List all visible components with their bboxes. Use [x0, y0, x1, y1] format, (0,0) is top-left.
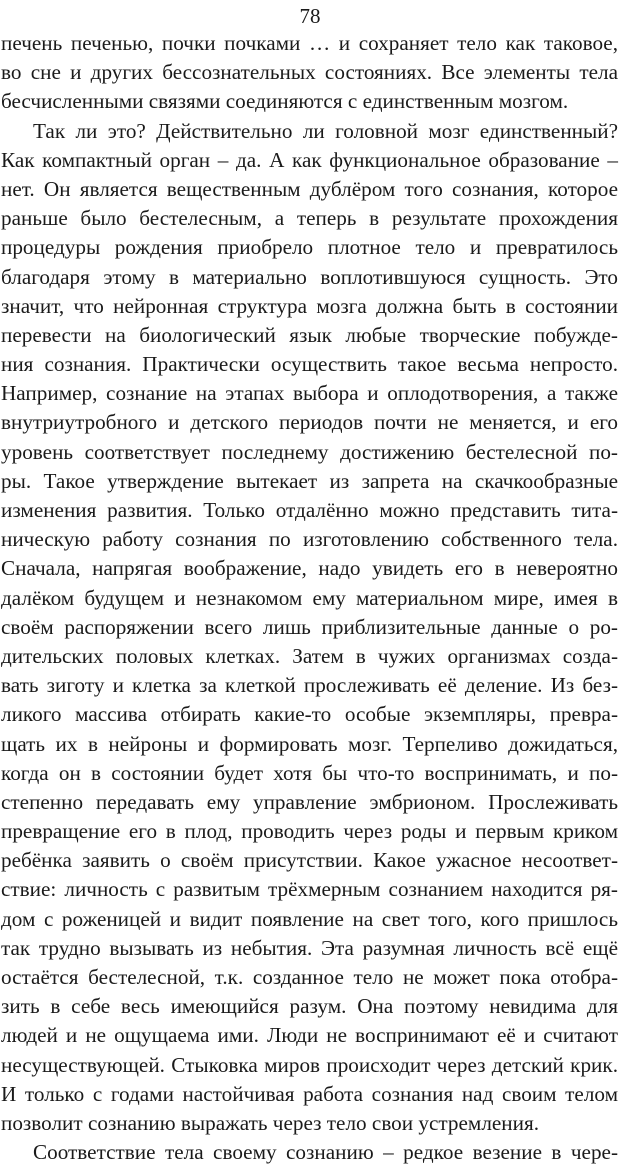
- text-line: людей и не ощущаема ими. Люди не воспринимают её и считают: [1, 1023, 618, 1048]
- text-line: Соответствие тела своему сознанию – редкое везение в чере-: [33, 1140, 618, 1165]
- text-line: Например, сознание на этапах выбора и оплодотворения, а также: [1, 381, 618, 406]
- text-line: степенно передавать ему управление эмбрионом. Прослеживать: [1, 789, 618, 814]
- text-line: печень печенью, почки почками … и сохраняет тело как таковое,: [1, 31, 618, 55]
- text-line: Сначала, напрягая воображение, надо увидеть его в невероятно: [1, 556, 618, 581]
- page-number: 78: [299, 4, 321, 28]
- text-line: Как компактный орган – да. А как функциональное образование –: [1, 147, 618, 172]
- text-line: внутриутробного и детского периодов почти не меняется, и его: [1, 410, 618, 435]
- text-line: благодаря этому в материально воплотившуюся сущность. Это: [1, 264, 618, 289]
- text-line: своём распоряжении всего лишь приблизительные данные о ро-: [1, 614, 618, 639]
- text-line: изменения развития. Только отдалённо можно представить тита-: [1, 498, 618, 522]
- text-line: вать зиготу и клетка за клеткой прослеживать её деление. Из без-: [1, 673, 618, 698]
- text-line: нет. Он является вещественным дублёром того сознания, которое: [1, 176, 618, 201]
- text-line: когда он в состоянии будет хотя бы что-то воспринимать, и по-: [1, 760, 618, 785]
- text-line: позволит сознанию выражать через тело свои устремления.: [1, 1110, 540, 1135]
- text-line: остаётся бестелесной, т.к. созданное тело не может пока отобра-: [1, 965, 618, 989]
- text-line: зить в себе весь имеющийся разум. Она поэтому невидима для: [1, 994, 618, 1019]
- text-line: ликого массива отбирать какие-то особые экземпляры, превра-: [1, 702, 618, 727]
- text-line: ния сознания. Практически осуществить такое весьма непросто.: [1, 352, 618, 377]
- text-line: щать их в нейроны и формировать мозг. Терпеливо дожидаться,: [1, 731, 618, 756]
- text-line: ническую работу сознания по изготовлению собственного тела.: [1, 527, 618, 552]
- text-line: перевести на биологический язык любые творческие побужде-: [1, 322, 618, 347]
- text-line: дительских половых клетках. Затем в чужих организмах созда-: [1, 643, 618, 668]
- text-line: во сне и других бессознательных состояниях. Все элементы тела: [1, 60, 618, 85]
- text-line: превращение его в плод, проводить через роды и первым криком: [1, 819, 618, 844]
- body-text: [0, 29, 620, 1167]
- text-line: дом с роженицей и видит появление на свет того, кого пришлось: [1, 906, 618, 931]
- text-line: ребёнка заявить о своём присутствии. Какое ужасное несоответ-: [1, 848, 618, 873]
- text-line: так трудно вызывать из небытия. Эта разумная личность всё ещё: [1, 935, 618, 960]
- text-line: раньше было бестелесным, а теперь в результате прохождения: [1, 206, 618, 231]
- text-line: далёком будущем и незнакомом ему материальном мире, имея в: [1, 585, 618, 610]
- text-line: процедуры рождения приобрело плотное тело и превратилось: [1, 235, 618, 260]
- text-line: И только с годами настойчивая работа сознания над своим телом: [1, 1081, 618, 1106]
- text-line: ры. Такое утверждение вытекает из запрета на скачкообразные: [1, 468, 618, 493]
- text-line: несуществующей. Стыковка миров происходит через детский крик.: [1, 1052, 618, 1077]
- text-line: Так ли это? Действительно ли головной мозг единственный?: [33, 118, 618, 143]
- text-line: значит, что нейронная структура мозга должна быть в состоянии: [1, 293, 618, 318]
- text-line: уровень соответствует последнему достижению бестелесной по-: [1, 439, 618, 464]
- text-line: ствие: личность с развитым трёхмерным сознанием находится ря-: [1, 877, 618, 902]
- text-line: бесчисленными связями соединяются с единственным мозгом.: [1, 89, 569, 114]
